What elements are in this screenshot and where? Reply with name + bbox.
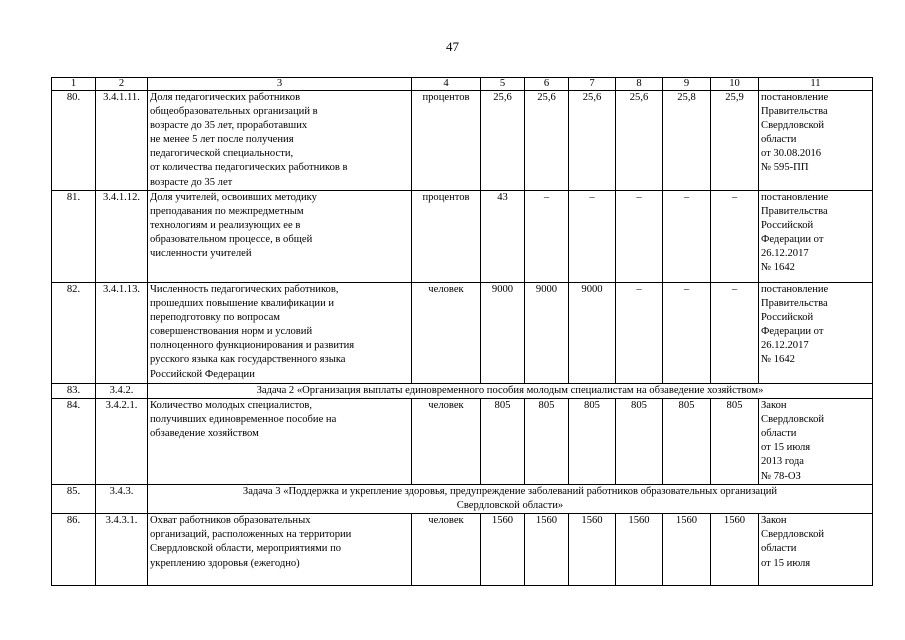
unit: человек (412, 514, 481, 586)
row-number: 84. (52, 399, 96, 485)
source-document: Закон Свердловской области от 15 июля 2013 года № 78-ОЗ (759, 399, 873, 485)
value-cell: – (569, 191, 616, 283)
row-code: 3.4.3.1. (96, 514, 148, 586)
value-cell: 1560 (616, 514, 663, 586)
task-title: Задача 2 «Организация выплаты единовременного пособия молодым специалистам на обзаведение хозяйством» (148, 384, 873, 399)
value-cell: 805 (616, 399, 663, 485)
task-title: Задача 3 «Поддержка и укрепление здоровья, предупреждение заболеваний работников образовательных организаций Свердловской области» (148, 485, 873, 514)
column-number: 4 (412, 78, 481, 91)
value-cell: 25,8 (663, 91, 711, 191)
column-number: 8 (616, 78, 663, 91)
value-cell: – (616, 283, 663, 384)
value-cell: 9000 (569, 283, 616, 384)
task-row (52, 384, 873, 399)
value-cell: 25,9 (711, 91, 759, 191)
value-cell: 805 (663, 399, 711, 485)
unit: процентов (412, 191, 481, 283)
table-row (52, 91, 873, 191)
column-number: 1 (52, 78, 96, 91)
value-cell: 1560 (663, 514, 711, 586)
indicator-name: Численность педагогических работников, прошедших повышение квалификации и переподготовку по вопросам совершенствования норм и условий полноценного функционирования и развития русского языка как государственного языка Российской Федерации (148, 283, 412, 384)
row-code: 3.4.2. (96, 384, 148, 399)
value-cell: 43 (481, 191, 525, 283)
row-code: 3.4.2.1. (96, 399, 148, 485)
source-document: постановление Правительства Свердловской области от 30.08.2016 № 595-ПП (759, 91, 873, 191)
row-number: 85. (52, 485, 96, 514)
value-cell: 25,6 (525, 91, 569, 191)
column-number: 5 (481, 78, 525, 91)
value-cell: 25,6 (616, 91, 663, 191)
source-document: постановление Правительства Российской Федерации от 26.12.2017 № 1642 (759, 283, 873, 384)
row-code: 3.4.1.13. (96, 283, 148, 384)
value-cell: 805 (525, 399, 569, 485)
column-number: 2 (96, 78, 148, 91)
value-cell: – (663, 283, 711, 384)
row-number: 82. (52, 283, 96, 384)
value-cell: 805 (711, 399, 759, 485)
value-cell: 1560 (569, 514, 616, 586)
page-number: 47 (446, 39, 459, 54)
table-row (52, 191, 873, 283)
column-number: 9 (663, 78, 711, 91)
value-cell: – (616, 191, 663, 283)
column-number: 3 (148, 78, 412, 91)
value-cell: 25,6 (569, 91, 616, 191)
value-cell: 805 (481, 399, 525, 485)
table-row (52, 283, 873, 384)
value-cell: 25,6 (481, 91, 525, 191)
value-cell: 9000 (481, 283, 525, 384)
row-number: 83. (52, 384, 96, 399)
indicator-name: Доля учителей, освоивших методику преподавания по межпредметным технологиям и реализующих ее в образовательном процессе, в общей численности учителей (148, 191, 412, 283)
row-number: 80. (52, 91, 96, 191)
value-cell: – (711, 283, 759, 384)
value-cell: 1560 (481, 514, 525, 586)
row-code: 3.4.1.12. (96, 191, 148, 283)
column-number: 11 (759, 78, 873, 91)
value-cell: – (711, 191, 759, 283)
value-cell: 1560 (525, 514, 569, 586)
column-number: 7 (569, 78, 616, 91)
column-number: 10 (711, 78, 759, 91)
column-numbers-row (52, 78, 873, 91)
table-row (52, 399, 873, 485)
value-cell: 1560 (711, 514, 759, 586)
indicator-name: Охват работников образовательных организаций, расположенных на территории Свердловской области, мероприятиями по укреплению здоровья (ежегодно) (148, 514, 412, 586)
row-code: 3.4.3. (96, 485, 148, 514)
task-row (52, 485, 873, 514)
value-cell: 9000 (525, 283, 569, 384)
column-number: 6 (525, 78, 569, 91)
unit: человек (412, 399, 481, 485)
value-cell: – (525, 191, 569, 283)
indicators-table (51, 77, 873, 586)
row-code: 3.4.1.11. (96, 91, 148, 191)
source-document: постановление Правительства Российской Федерации от 26.12.2017 № 1642 (759, 191, 873, 283)
row-number: 86. (52, 514, 96, 586)
indicator-name: Доля педагогических работников общеобразовательных организаций в возрасте до 35 лет, проработавших не менее 5 лет после получения педагогической специальности, от количества педагогических работников в возрасте до 35 лет (148, 91, 412, 191)
value-cell: – (663, 191, 711, 283)
unit: процентов (412, 91, 481, 191)
unit: человек (412, 283, 481, 384)
table-row (52, 514, 873, 586)
indicator-name: Количество молодых специалистов, получивших единовременное пособие на обзаведение хозяйством (148, 399, 412, 485)
source-document: Закон Свердловской области от 15 июля (759, 514, 873, 586)
value-cell: 805 (569, 399, 616, 485)
row-number: 81. (52, 191, 96, 283)
